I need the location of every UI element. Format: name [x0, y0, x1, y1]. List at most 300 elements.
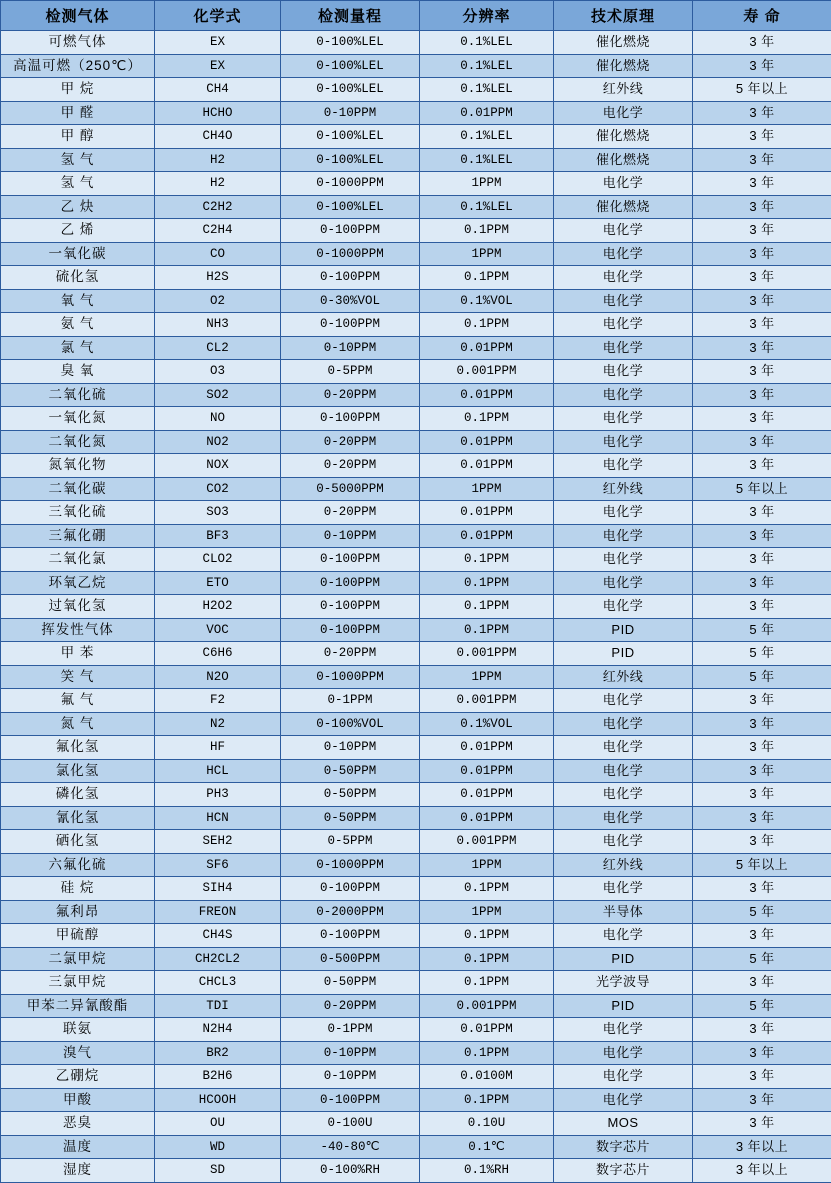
cell-gas: 乙 烯: [1, 219, 155, 243]
table-row: [1, 360, 831, 384]
cell-life: 3 年: [693, 524, 831, 548]
table-row: [1, 1112, 831, 1136]
cell-resolution: 0.1PPM: [420, 313, 554, 337]
cell-life: 3 年: [693, 830, 831, 854]
cell-range: 0-10PPM: [281, 736, 420, 760]
cell-life: 3 年: [693, 125, 831, 149]
cell-resolution: 0.1%LEL: [420, 148, 554, 172]
cell-gas: 一氧化氮: [1, 407, 155, 431]
cell-formula: NO2: [155, 430, 281, 454]
cell-range: 0-5000PPM: [281, 477, 420, 501]
cell-formula: HCOOH: [155, 1088, 281, 1112]
cell-range: 0-30%VOL: [281, 289, 420, 313]
cell-principle: 光学波导: [554, 971, 693, 995]
cell-principle: 电化学: [554, 524, 693, 548]
cell-resolution: 0.01PPM: [420, 501, 554, 525]
cell-principle: 催化燃烧: [554, 31, 693, 55]
cell-life: 3 年: [693, 454, 831, 478]
cell-formula: N2H4: [155, 1018, 281, 1042]
cell-range: 0-100PPM: [281, 1088, 420, 1112]
cell-range: 0-20PPM: [281, 430, 420, 454]
cell-formula: CH2CL2: [155, 947, 281, 971]
cell-formula: H2: [155, 172, 281, 196]
cell-formula: CH4: [155, 78, 281, 102]
cell-life: 5 年: [693, 947, 831, 971]
cell-gas: 氟化氢: [1, 736, 155, 760]
cell-resolution: 0.1%LEL: [420, 54, 554, 78]
cell-formula: SEH2: [155, 830, 281, 854]
cell-principle: 电化学: [554, 1088, 693, 1112]
cell-formula: HF: [155, 736, 281, 760]
cell-resolution: 0.1PPM: [420, 947, 554, 971]
table-row: [1, 219, 831, 243]
cell-principle: 电化学: [554, 924, 693, 948]
cell-principle: 电化学: [554, 266, 693, 290]
cell-principle: 电化学: [554, 1018, 693, 1042]
cell-resolution: 1PPM: [420, 665, 554, 689]
cell-range: 0-100PPM: [281, 266, 420, 290]
cell-life: 5 年: [693, 665, 831, 689]
cell-range: 0-50PPM: [281, 759, 420, 783]
cell-life: 3 年: [693, 54, 831, 78]
table-row: [1, 736, 831, 760]
table-row: [1, 383, 831, 407]
table-row: [1, 971, 831, 995]
cell-formula: BR2: [155, 1041, 281, 1065]
cell-formula: NO: [155, 407, 281, 431]
cell-life: 3 年: [693, 1018, 831, 1042]
cell-life: 3 年: [693, 971, 831, 995]
cell-principle: 数字芯片: [554, 1159, 693, 1183]
cell-life: 3 年: [693, 313, 831, 337]
cell-formula: F2: [155, 689, 281, 713]
cell-life: 5 年以上: [693, 853, 831, 877]
cell-principle: 电化学: [554, 172, 693, 196]
cell-life: 3 年: [693, 1088, 831, 1112]
cell-resolution: 1PPM: [420, 172, 554, 196]
cell-life: 3 年: [693, 148, 831, 172]
cell-resolution: 0.01PPM: [420, 1018, 554, 1042]
cell-principle: 电化学: [554, 595, 693, 619]
cell-life: 5 年: [693, 900, 831, 924]
cell-gas: 二氧化碳: [1, 477, 155, 501]
cell-principle: 电化学: [554, 1041, 693, 1065]
cell-formula: O2: [155, 289, 281, 313]
cell-range: 0-1PPM: [281, 1018, 420, 1042]
cell-range: 0-100%RH: [281, 1159, 420, 1183]
cell-range: 0-50PPM: [281, 971, 420, 995]
cell-life: 3 年以上: [693, 1159, 831, 1183]
table-header: [1, 1, 831, 31]
cell-range: 0-100%LEL: [281, 125, 420, 149]
cell-life: 3 年: [693, 1065, 831, 1089]
cell-formula: FREON: [155, 900, 281, 924]
table-row: [1, 806, 831, 830]
cell-range: 0-20PPM: [281, 454, 420, 478]
cell-formula: WD: [155, 1135, 281, 1159]
cell-resolution: 1PPM: [420, 477, 554, 501]
cell-life: 3 年: [693, 289, 831, 313]
cell-principle: 电化学: [554, 830, 693, 854]
table-row: [1, 501, 831, 525]
cell-range: 0-100PPM: [281, 219, 420, 243]
cell-gas: 氨 气: [1, 313, 155, 337]
cell-principle: 电化学: [554, 712, 693, 736]
cell-range: 0-50PPM: [281, 806, 420, 830]
table-row: [1, 830, 831, 854]
cell-formula: TDI: [155, 994, 281, 1018]
cell-range: 0-100%LEL: [281, 54, 420, 78]
cell-life: 3 年: [693, 383, 831, 407]
cell-formula: ETO: [155, 571, 281, 595]
cell-range: 0-20PPM: [281, 642, 420, 666]
cell-resolution: 0.1PPM: [420, 924, 554, 948]
cell-resolution: 0.1PPM: [420, 407, 554, 431]
cell-formula: H2: [155, 148, 281, 172]
cell-gas: 笑 气: [1, 665, 155, 689]
cell-principle: 半导体: [554, 900, 693, 924]
cell-principle: 催化燃烧: [554, 125, 693, 149]
cell-principle: 电化学: [554, 1065, 693, 1089]
cell-formula: CHCL3: [155, 971, 281, 995]
column-header-life: 寿 命: [693, 1, 831, 31]
cell-resolution: 0.1℃: [420, 1135, 554, 1159]
cell-life: 3 年: [693, 924, 831, 948]
cell-gas: 氧 气: [1, 289, 155, 313]
cell-resolution: 1PPM: [420, 900, 554, 924]
cell-principle: PID: [554, 947, 693, 971]
cell-range: -40-80℃: [281, 1135, 420, 1159]
cell-life: 3 年: [693, 195, 831, 219]
cell-range: 0-100PPM: [281, 313, 420, 337]
cell-gas: 乙硼烷: [1, 1065, 155, 1089]
cell-life: 3 年: [693, 571, 831, 595]
cell-gas: 甲 烷: [1, 78, 155, 102]
table-row: [1, 195, 831, 219]
cell-gas: 二氧化硫: [1, 383, 155, 407]
table-header-row: [1, 1, 831, 31]
cell-principle: 电化学: [554, 383, 693, 407]
cell-life: 5 年以上: [693, 78, 831, 102]
table-row: [1, 1018, 831, 1042]
cell-life: 3 年: [693, 1112, 831, 1136]
table-row: [1, 313, 831, 337]
cell-principle: 电化学: [554, 548, 693, 572]
column-header-principle: 技术原理: [554, 1, 693, 31]
cell-gas: 磷化氢: [1, 783, 155, 807]
cell-range: 0-5PPM: [281, 360, 420, 384]
table-row: [1, 1159, 831, 1183]
cell-gas: 三氯甲烷: [1, 971, 155, 995]
cell-principle: MOS: [554, 1112, 693, 1136]
column-header-range: 检测量程: [281, 1, 420, 31]
cell-gas: 一氧化碳: [1, 242, 155, 266]
cell-formula: SO2: [155, 383, 281, 407]
table-row: [1, 900, 831, 924]
cell-principle: 电化学: [554, 759, 693, 783]
cell-range: 0-2000PPM: [281, 900, 420, 924]
table-row: [1, 994, 831, 1018]
cell-principle: 电化学: [554, 242, 693, 266]
cell-formula: HCL: [155, 759, 281, 783]
table-row: [1, 172, 831, 196]
cell-formula: BF3: [155, 524, 281, 548]
column-header-gas: 检测气体: [1, 1, 155, 31]
cell-life: 3 年: [693, 101, 831, 125]
cell-gas: 甲硫醇: [1, 924, 155, 948]
cell-principle: 电化学: [554, 877, 693, 901]
cell-gas: 甲 醇: [1, 125, 155, 149]
table-row: [1, 548, 831, 572]
cell-resolution: 0.1%VOL: [420, 712, 554, 736]
cell-formula: VOC: [155, 618, 281, 642]
cell-formula: CL2: [155, 336, 281, 360]
cell-principle: 电化学: [554, 219, 693, 243]
cell-gas: 甲 苯: [1, 642, 155, 666]
table-row: [1, 148, 831, 172]
cell-range: 0-100%LEL: [281, 78, 420, 102]
table-row: [1, 1088, 831, 1112]
cell-range: 0-1000PPM: [281, 172, 420, 196]
cell-resolution: 0.01PPM: [420, 101, 554, 125]
cell-gas: 二氧化氮: [1, 430, 155, 454]
table-row: [1, 783, 831, 807]
cell-principle: 红外线: [554, 477, 693, 501]
table-row: [1, 571, 831, 595]
cell-range: 0-20PPM: [281, 994, 420, 1018]
cell-range: 0-10PPM: [281, 336, 420, 360]
column-header-formula: 化学式: [155, 1, 281, 31]
cell-life: 3 年: [693, 336, 831, 360]
cell-range: 0-1PPM: [281, 689, 420, 713]
cell-principle: PID: [554, 994, 693, 1018]
cell-formula: N2: [155, 712, 281, 736]
cell-gas: 高温可燃（250℃）: [1, 54, 155, 78]
cell-life: 5 年: [693, 994, 831, 1018]
cell-resolution: 0.1PPM: [420, 595, 554, 619]
table-row: [1, 759, 831, 783]
cell-gas: 二氯甲烷: [1, 947, 155, 971]
cell-range: 0-100PPM: [281, 924, 420, 948]
cell-resolution: 0.01PPM: [420, 454, 554, 478]
cell-principle: 电化学: [554, 571, 693, 595]
column-header-resolution: 分辨率: [420, 1, 554, 31]
cell-life: 3 年: [693, 548, 831, 572]
cell-life: 3 年: [693, 595, 831, 619]
cell-resolution: 0.01PPM: [420, 806, 554, 830]
cell-principle: 电化学: [554, 313, 693, 337]
cell-life: 3 年: [693, 31, 831, 55]
table-row: [1, 853, 831, 877]
cell-formula: EX: [155, 54, 281, 78]
cell-formula: C2H2: [155, 195, 281, 219]
cell-formula: PH3: [155, 783, 281, 807]
cell-life: 3 年: [693, 172, 831, 196]
cell-range: 0-100%LEL: [281, 195, 420, 219]
cell-range: 0-100PPM: [281, 595, 420, 619]
cell-principle: 电化学: [554, 360, 693, 384]
table-row: [1, 595, 831, 619]
cell-formula: SO3: [155, 501, 281, 525]
cell-gas: 氮氧化物: [1, 454, 155, 478]
cell-principle: 电化学: [554, 289, 693, 313]
cell-range: 0-10PPM: [281, 524, 420, 548]
cell-gas: 挥发性气体: [1, 618, 155, 642]
cell-principle: 电化学: [554, 430, 693, 454]
cell-resolution: 0.001PPM: [420, 642, 554, 666]
cell-resolution: 0.1PPM: [420, 1041, 554, 1065]
cell-gas: 六氟化硫: [1, 853, 155, 877]
cell-formula: NOX: [155, 454, 281, 478]
cell-gas: 温度: [1, 1135, 155, 1159]
cell-formula: CO2: [155, 477, 281, 501]
cell-principle: 电化学: [554, 454, 693, 478]
cell-gas: 恶臭: [1, 1112, 155, 1136]
cell-resolution: 0.001PPM: [420, 830, 554, 854]
cell-gas: 氟 气: [1, 689, 155, 713]
cell-range: 0-100%VOL: [281, 712, 420, 736]
cell-range: 0-20PPM: [281, 501, 420, 525]
cell-resolution: 0.01PPM: [420, 430, 554, 454]
cell-range: 0-100PPM: [281, 548, 420, 572]
cell-principle: 电化学: [554, 501, 693, 525]
cell-resolution: 0.001PPM: [420, 689, 554, 713]
cell-formula: N2O: [155, 665, 281, 689]
table-row: [1, 712, 831, 736]
cell-gas: 过氧化氢: [1, 595, 155, 619]
cell-gas: 乙 炔: [1, 195, 155, 219]
cell-formula: H2S: [155, 266, 281, 290]
cell-life: 5 年: [693, 618, 831, 642]
cell-gas: 二氧化氯: [1, 548, 155, 572]
cell-resolution: 0.01PPM: [420, 736, 554, 760]
cell-life: 3 年: [693, 501, 831, 525]
cell-principle: 催化燃烧: [554, 148, 693, 172]
cell-gas: 甲酸: [1, 1088, 155, 1112]
cell-resolution: 1PPM: [420, 853, 554, 877]
cell-life: 3 年: [693, 266, 831, 290]
cell-formula: CO: [155, 242, 281, 266]
table-row: [1, 877, 831, 901]
cell-life: 3 年: [693, 783, 831, 807]
cell-range: 0-1000PPM: [281, 665, 420, 689]
table-row: [1, 924, 831, 948]
cell-resolution: 0.1%LEL: [420, 125, 554, 149]
cell-formula: CH4O: [155, 125, 281, 149]
cell-range: 0-10PPM: [281, 1041, 420, 1065]
table-row: [1, 101, 831, 125]
cell-resolution: 0.1PPM: [420, 618, 554, 642]
cell-gas: 氢 气: [1, 172, 155, 196]
table-body: [1, 31, 831, 1183]
cell-life: 3 年: [693, 242, 831, 266]
cell-principle: PID: [554, 642, 693, 666]
table-row: [1, 242, 831, 266]
table-row: [1, 289, 831, 313]
cell-resolution: 0.1%LEL: [420, 195, 554, 219]
table-row: [1, 524, 831, 548]
table-row: [1, 125, 831, 149]
cell-resolution: 0.1PPM: [420, 971, 554, 995]
cell-resolution: 0.10U: [420, 1112, 554, 1136]
table-row: [1, 1065, 831, 1089]
cell-principle: PID: [554, 618, 693, 642]
cell-formula: CLO2: [155, 548, 281, 572]
table-row: [1, 407, 831, 431]
cell-formula: EX: [155, 31, 281, 55]
cell-gas: 臭 氧: [1, 360, 155, 384]
table-row: [1, 266, 831, 290]
cell-range: 0-100PPM: [281, 877, 420, 901]
cell-gas: 硒化氢: [1, 830, 155, 854]
table-row: [1, 618, 831, 642]
cell-resolution: 0.01PPM: [420, 383, 554, 407]
cell-gas: 可燃气体: [1, 31, 155, 55]
cell-resolution: 0.1PPM: [420, 571, 554, 595]
cell-formula: C6H6: [155, 642, 281, 666]
cell-formula: NH3: [155, 313, 281, 337]
cell-range: 0-50PPM: [281, 783, 420, 807]
cell-principle: 电化学: [554, 336, 693, 360]
cell-gas: 氢 气: [1, 148, 155, 172]
cell-gas: 氰化氢: [1, 806, 155, 830]
cell-range: 0-1000PPM: [281, 853, 420, 877]
cell-formula: CH4S: [155, 924, 281, 948]
cell-principle: 红外线: [554, 78, 693, 102]
cell-gas: 硅 烷: [1, 877, 155, 901]
table-row: [1, 78, 831, 102]
cell-resolution: 0.01PPM: [420, 759, 554, 783]
cell-formula: O3: [155, 360, 281, 384]
cell-range: 0-100%LEL: [281, 31, 420, 55]
cell-formula: SIH4: [155, 877, 281, 901]
cell-gas: 氯 气: [1, 336, 155, 360]
cell-life: 3 年: [693, 759, 831, 783]
cell-gas: 溴气: [1, 1041, 155, 1065]
table-row: [1, 665, 831, 689]
table-row: [1, 477, 831, 501]
cell-gas: 氟利昂: [1, 900, 155, 924]
cell-life: 3 年: [693, 736, 831, 760]
cell-formula: C2H4: [155, 219, 281, 243]
cell-life: 3 年: [693, 712, 831, 736]
cell-range: 0-500PPM: [281, 947, 420, 971]
cell-range: 0-10PPM: [281, 1065, 420, 1089]
cell-gas: 三氟化硼: [1, 524, 155, 548]
cell-gas: 环氧乙烷: [1, 571, 155, 595]
cell-resolution: 1PPM: [420, 242, 554, 266]
cell-gas: 湿度: [1, 1159, 155, 1183]
cell-resolution: 0.1PPM: [420, 1088, 554, 1112]
table-row: [1, 430, 831, 454]
cell-range: 0-5PPM: [281, 830, 420, 854]
cell-range: 0-100PPM: [281, 618, 420, 642]
cell-life: 5 年以上: [693, 477, 831, 501]
cell-resolution: 0.001PPM: [420, 994, 554, 1018]
cell-principle: 电化学: [554, 736, 693, 760]
cell-resolution: 0.01PPM: [420, 783, 554, 807]
cell-principle: 数字芯片: [554, 1135, 693, 1159]
cell-range: 0-100PPM: [281, 571, 420, 595]
cell-principle: 电化学: [554, 783, 693, 807]
cell-formula: OU: [155, 1112, 281, 1136]
table-row: [1, 454, 831, 478]
table-row: [1, 642, 831, 666]
cell-principle: 电化学: [554, 806, 693, 830]
cell-principle: 红外线: [554, 665, 693, 689]
cell-principle: 红外线: [554, 853, 693, 877]
cell-gas: 氯化氢: [1, 759, 155, 783]
